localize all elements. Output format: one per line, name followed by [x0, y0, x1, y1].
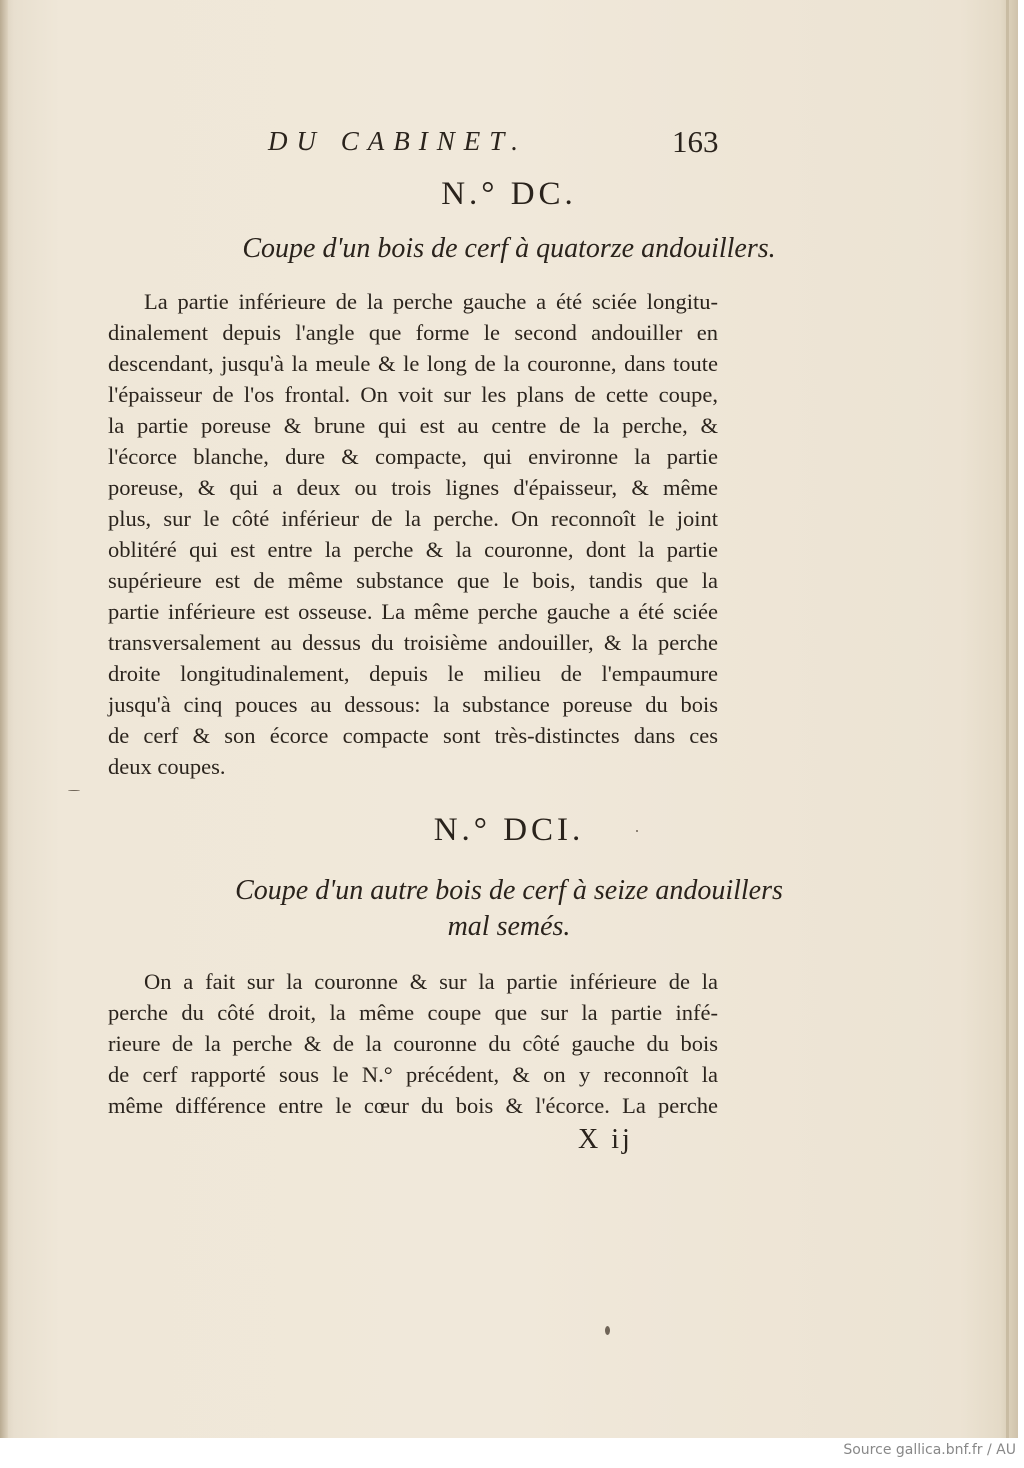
text-line: dinalement depuis l'angle que forme le second andouiller en	[108, 320, 718, 345]
paragraph-dci	[108, 966, 718, 1121]
text-line: de cerf & son écorce compacte sont très-distinctes dans ces	[108, 723, 718, 748]
ink-speck	[68, 790, 80, 791]
section-number-dci: N.° DCI.	[433, 812, 585, 848]
running-head-title: DU CABINET.	[268, 126, 527, 156]
text-line: l'épaisseur de l'os frontal. On voit sur les plans de cette coupe,	[108, 382, 718, 407]
source-credit: Source gallica.bnf.fr / AU	[843, 1442, 1016, 1458]
running-head	[0, 124, 1018, 164]
section-number-dc: N.° DC.	[441, 176, 577, 212]
text-line: plus, sur le côté inférieur de la perche. On reconnoît le joint	[108, 506, 718, 531]
signature-mark: X ij	[578, 1124, 633, 1155]
text-line: même différence entre le cœur du bois & l'écorce. La perche	[108, 1093, 718, 1118]
text-line: oblitéré qui est entre la perche & la couronne, dont la partie	[108, 537, 718, 562]
source-bar	[0, 1438, 1024, 1468]
text-line: de cerf rapporté sous le N.° précédent, & on y reconnoît la	[108, 1062, 718, 1087]
text-line: descendant, jusqu'à la meule & le long de la couronne, dans toute	[108, 351, 718, 376]
text-line: la partie poreuse & brune qui est au centre de la perche, &	[108, 413, 718, 438]
page-number: 163	[672, 124, 719, 159]
paragraph-dc	[108, 286, 718, 782]
section-title-dc: Coupe d'un bois de cerf à quatorze andouillers.	[242, 233, 776, 264]
text-line: poreuse, & qui a deux ou trois lignes d'épaisseur, & même	[108, 475, 718, 500]
text-line: l'écorce blanche, dure & compacte, qui environne la partie	[108, 444, 718, 469]
text-line: perche du côté droit, la même coupe que sur la partie infé-	[108, 1000, 718, 1025]
text-line: On a fait sur la couronne & sur la partie inférieure de la	[144, 969, 718, 994]
page-edge	[1006, 0, 1009, 1438]
text-line: jusqu'à cinq pouces au dessous: la substance poreuse du bois	[108, 692, 718, 717]
ink-speck	[636, 830, 638, 832]
text-line: La partie inférieure de la perche gauche a été sciée longitu-	[144, 289, 718, 314]
section-title-dci-line2: mal semés.	[447, 911, 571, 942]
text-line: supérieure est de même substance que le bois, tandis que la	[108, 568, 718, 593]
text-line: droite longitudinalement, depuis le milieu de l'empaumure	[108, 661, 718, 686]
text-line: transversalement au dessus du troisième andouiller, & la perche	[108, 630, 718, 655]
text-line: rieure de la perche & de la couronne du côté gauche du bois	[108, 1031, 718, 1056]
section-title-dci-line1: Coupe d'un autre bois de cerf à seize andouillers	[235, 875, 783, 906]
ink-speck	[605, 1326, 610, 1335]
text-line: deux coupes.	[108, 754, 226, 779]
text-line: partie inférieure est osseuse. La même perche gauche a été sciée	[108, 599, 718, 624]
page-gutter	[0, 0, 8, 1438]
